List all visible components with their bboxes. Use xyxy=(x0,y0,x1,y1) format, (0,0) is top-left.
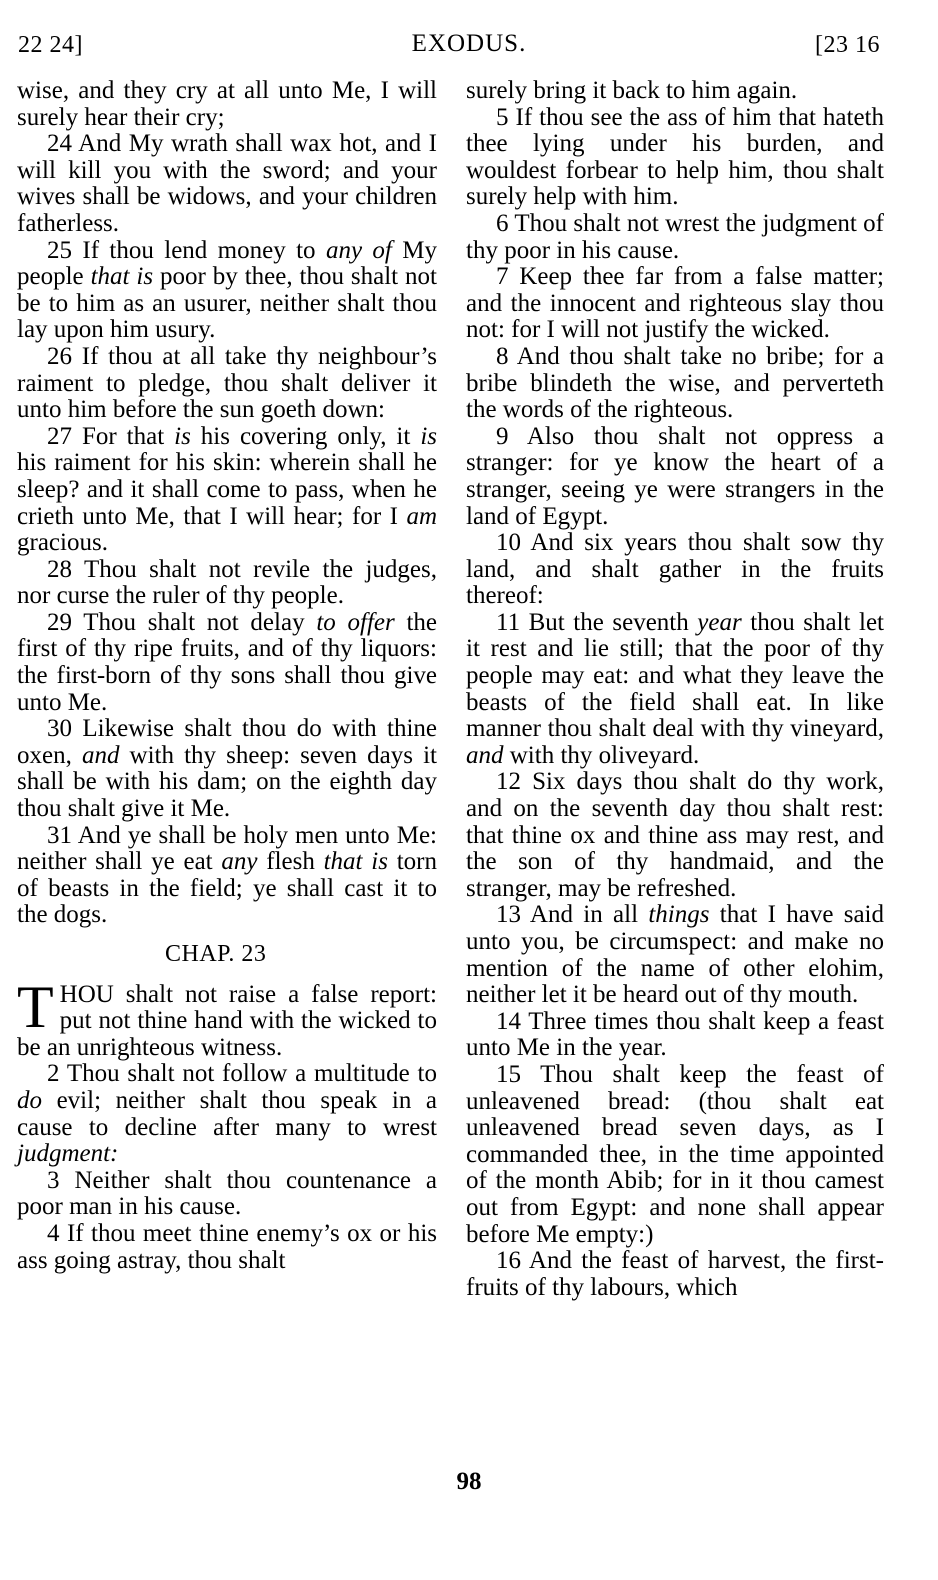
verse-22-27: 27 For that is his covering only, it is his raiment for his skin: wherein shall he sleep? and it shall come to pass, when he crieth unto Me, that I will hear; for I am gracious. xyxy=(17,422,437,557)
verse-23-13: 13 And in all things that I have said unto you, be circumspect: and make no mention of the name of other elohim, neither let it be heard out of thy mouth. xyxy=(466,901,885,1009)
header-left-reference: 22 24] xyxy=(18,32,83,58)
verse-22-30: 30 Likewise shalt thou do with thine oxen, and with thy sheep: seven days it shall be with his dam; on the eighth day thou shalt give it Me. xyxy=(17,715,437,823)
verse-23-7: 7 Keep thee far from a false matter; and the innocent and righteous slay thou not: for I will not justify the wicked. xyxy=(466,263,884,344)
verse-23-14: 14 Three times thou shalt keep a feast unto Me in the year. xyxy=(466,1007,884,1062)
verse-22-29: 29 Thou shalt not delay to offer the first of thy ripe fruits, and of thy liquors: the first-born of thy sons shall thou give unto Me. xyxy=(17,608,437,716)
header-right-reference: [23 16 xyxy=(815,32,880,58)
verse-23-16: 16 And the feast of harvest, the first-fruits of thy labours, which xyxy=(466,1247,884,1301)
right-column xyxy=(466,78,884,1301)
drop-cap: T xyxy=(17,973,54,1040)
verse-22-26: 26 If thou at all take thy neighbour’s raiment to pledge, thou shalt deliver it unto him before the sun goeth down: xyxy=(17,342,437,424)
book-title: EXODUS. xyxy=(411,30,527,57)
verse-23-15: 15 Thou shalt keep the feast of unleavened bread: (thou shalt eat unleavened bread seven days, as I commanded thee, in the time appointed of the month Abib; for in it thou camest out from Egypt: and none shall appear before Me empty:) xyxy=(466,1060,884,1248)
verse-23-3: 3 Neither shalt thou countenance a poor man in his cause. xyxy=(17,1166,437,1221)
verse-22-25: 25 If thou lend money to any of My people that is poor by thee, thou shalt not be to him as an usurer, neither shalt thou lay upon him usury. xyxy=(17,236,437,344)
chapter-heading: CHAP. 23 xyxy=(165,941,267,967)
verse-23-2: 2 Thou shalt not follow a multitude to do evil; neither shalt thou speak in a cause to decline after many to wrest judgment: xyxy=(17,1060,437,1168)
page-number: 98 xyxy=(456,1468,482,1495)
verse-22-28: 28 Thou shalt not revile the judges, nor curse the ruler of thy people. xyxy=(17,555,437,610)
verse-23-9: 9 Also thou shalt not oppress a stranger: for ye know the heart of a stranger, seeing ye were strangers in the land of Egypt. xyxy=(466,422,884,530)
verse-continuation: surely bring it back to him again. xyxy=(466,77,798,104)
verse-23-1: THOU shalt not raise a false report: put not thine hand with the wicked to be an unrighteous witness. xyxy=(17,973,437,1061)
verse-continuation: wise, and they cry at all unto Me, I will surely hear their cry; xyxy=(17,77,437,131)
verse-23-6: 6 Thou shalt not wrest the judgment of thy poor in his cause. xyxy=(466,209,884,264)
verse-22-31: 31 And ye shall be holy men unto Me: neither shall ye eat any flesh that is torn of beasts in the field; ye shall cast it to the dogs. xyxy=(17,821,437,929)
verse-23-10: 10 And six years thou shalt sow thy land, and shalt gather in the fruits thereof: xyxy=(466,529,884,610)
left-column xyxy=(17,78,437,1274)
verse-22-24: 24 And My wrath shall wax hot, and I will kill you with the sword; and your wives shall be widows, and your children fatherless. xyxy=(17,130,437,237)
verse-23-11: 11 But the seventh year thou shalt let it rest and lie still; that the poor of thy people may eat: and what they leave the beasts of the field shall eat. In like manner thou shalt deal with thy vineyard, and with thy oliveyard. xyxy=(466,608,884,769)
running-header xyxy=(0,28,938,64)
verse-23-8: 8 And thou shalt take no bribe; for a bribe blindeth the wise, and perverteth the words of the righteous. xyxy=(466,342,884,424)
verse-23-5: 5 If thou see the ass of him that hateth thee lying under his burden, and wouldest forbear to help him, thou shalt surely help with him. xyxy=(466,103,884,211)
verse-23-4: 4 If thou meet thine enemy’s ox or his ass going astray, thou shalt xyxy=(17,1219,437,1274)
verse-23-12: 12 Six days thou shalt do thy work, and on the seventh day thou shalt rest: that thine ox and thine ass may rest, and the son of thy handmaid, and the stranger, may be refreshed. xyxy=(466,768,884,902)
